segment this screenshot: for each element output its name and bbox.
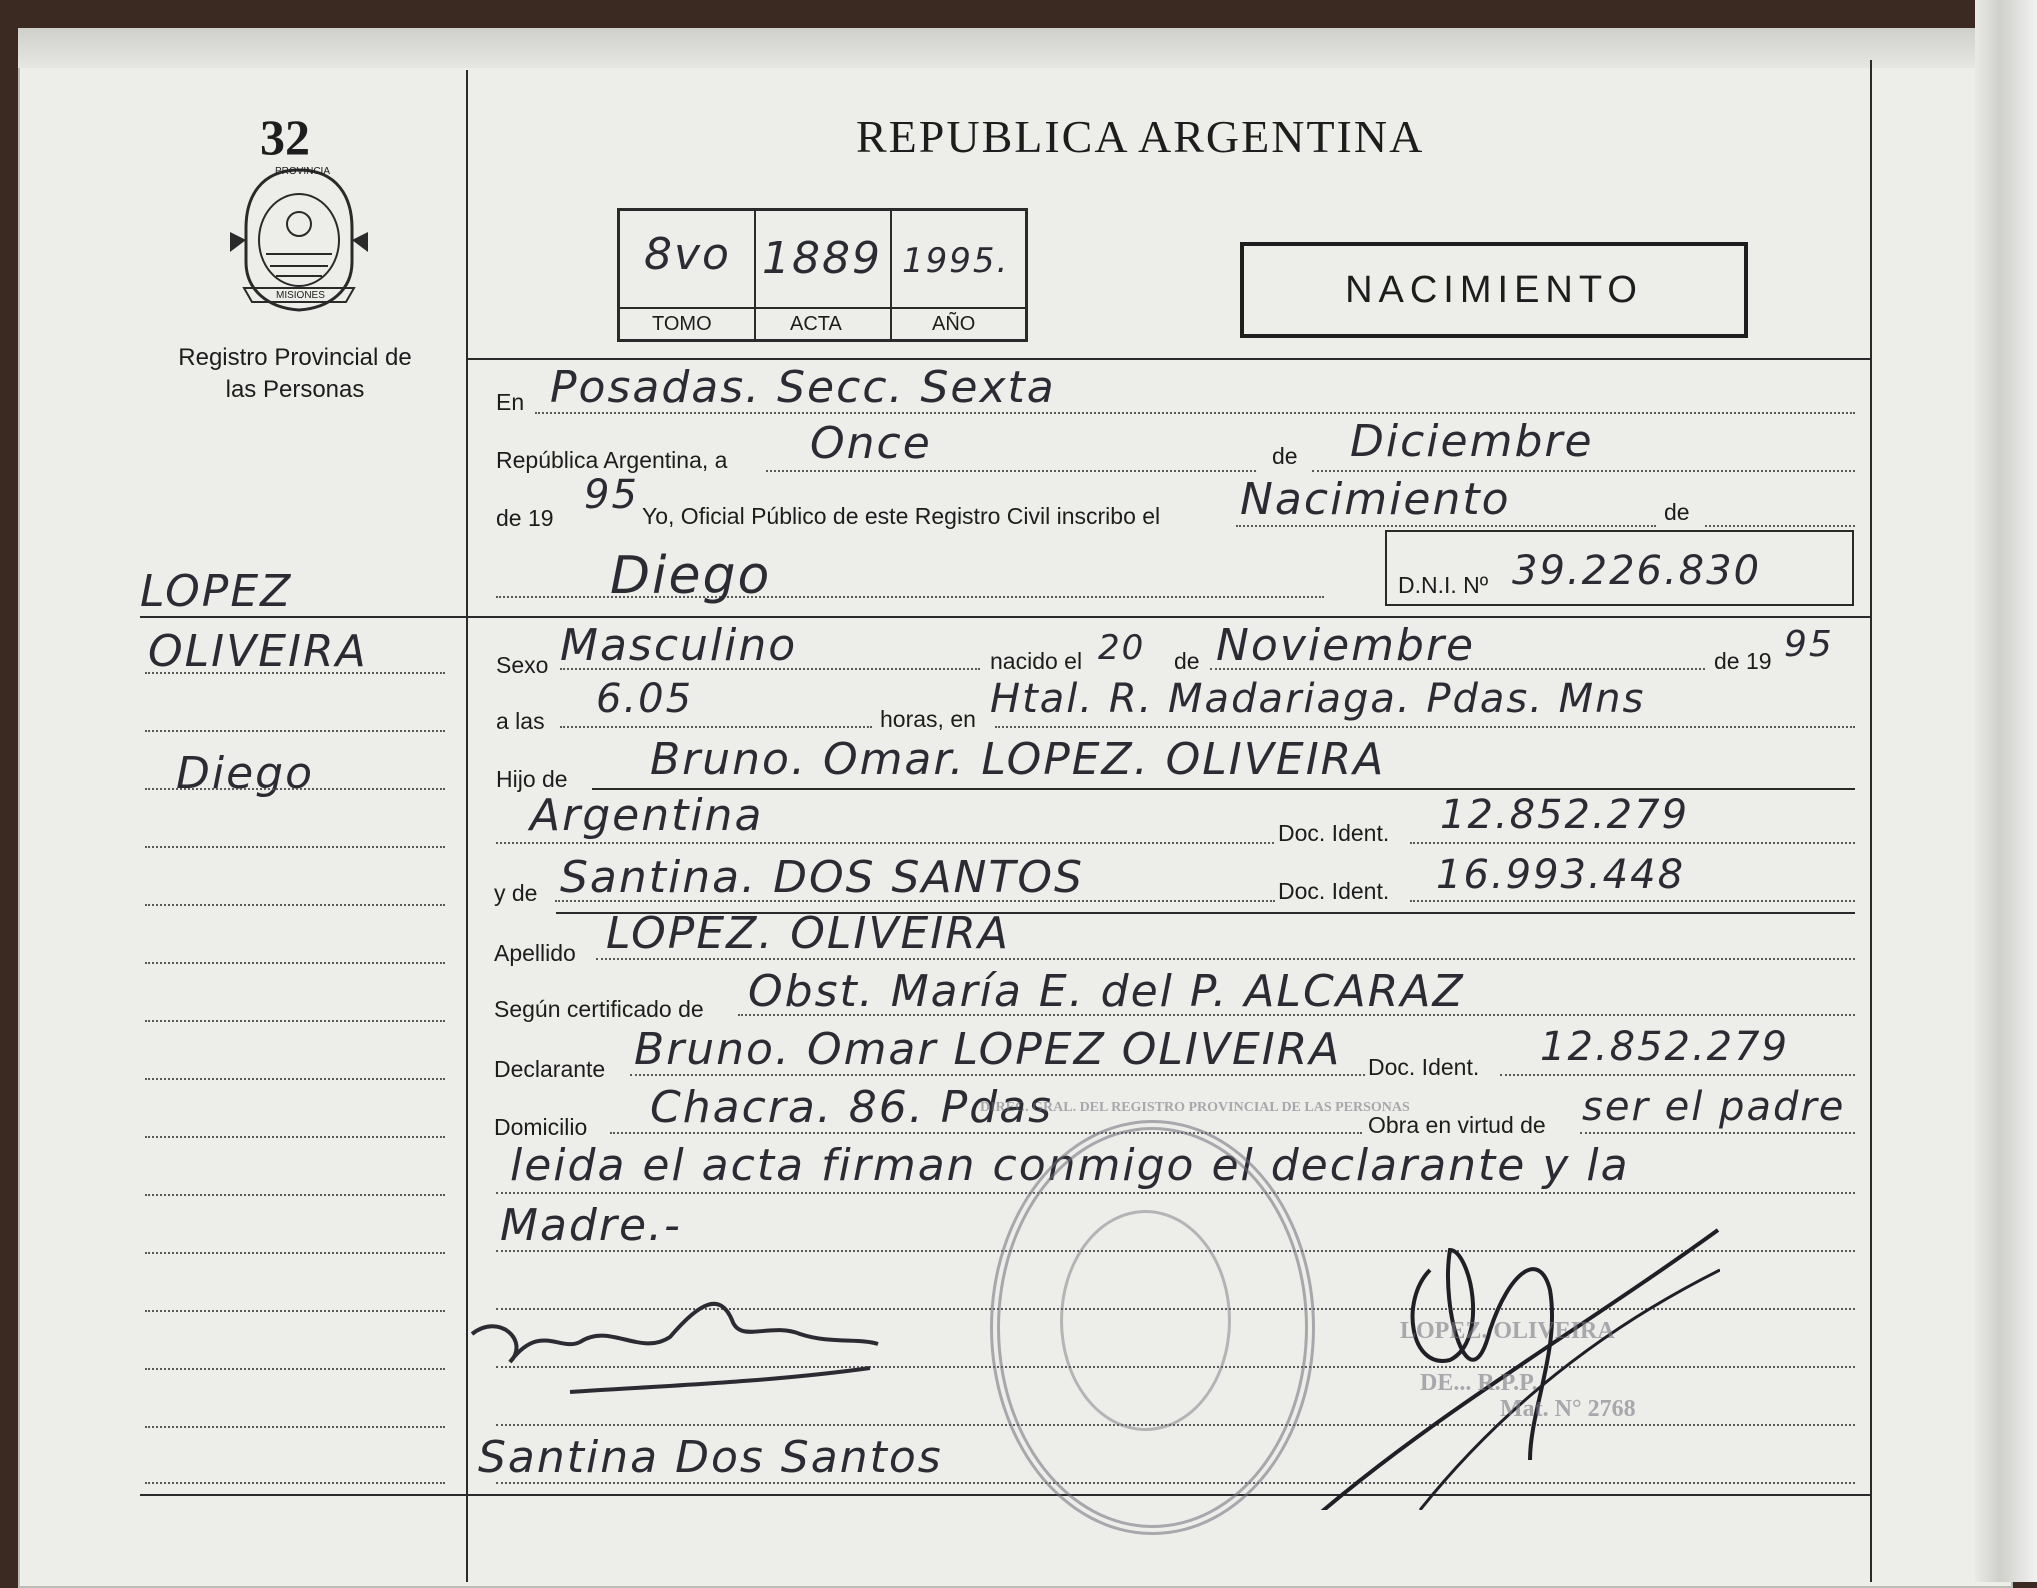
father-nationality: Argentina <box>530 790 764 841</box>
sexo-label: Sexo <box>496 652 549 678</box>
yde-label: y de <box>494 880 538 906</box>
republica-label: República Argentina, a <box>496 447 728 473</box>
declarante-label: Declarante <box>494 1056 606 1082</box>
en-value: Posadas. Secc. Sexta <box>550 362 1056 413</box>
dni-label: D.N.I. Nº <box>1398 572 1489 598</box>
margin-line <box>145 1310 445 1312</box>
official-signature <box>1300 1210 1720 1510</box>
year-value: 95 <box>584 472 639 518</box>
tomo-value: 8vo <box>644 229 731 280</box>
acto-value: Nacimiento <box>1240 474 1511 525</box>
domicilio-label: Domicilio <box>494 1114 588 1140</box>
apellido-label: Apellido <box>494 940 576 966</box>
segun-value: Obst. María E. del P. ALCARAZ <box>748 966 1465 1017</box>
obra-value: ser el padre <box>1582 1084 1846 1130</box>
margin-line <box>145 1020 445 1022</box>
acto-line <box>1236 525 1656 527</box>
apellido-value: LOPEZ. OLIVEIRA <box>606 908 1010 959</box>
record-type-label: NACIMIENTO <box>1240 242 1748 338</box>
margin-line <box>145 672 445 674</box>
margin-line <box>145 1252 445 1254</box>
de-line <box>1705 525 1855 527</box>
nacido-label: nacido el <box>990 648 1083 674</box>
domicilio-value: Chacra. 86. Pdas <box>650 1082 1054 1133</box>
docident-label-2: Doc. Ident. <box>1278 878 1390 904</box>
record-box-labels <box>620 307 1025 339</box>
margin-line <box>145 846 445 848</box>
mother-doc-line <box>1410 900 1855 902</box>
anio-value: 1995. <box>902 241 1010 281</box>
book-spine <box>1975 0 2037 1582</box>
acta-value: 1889 <box>762 233 882 284</box>
obra-label: Obra en virtud de <box>1368 1112 1546 1138</box>
place-line <box>995 726 1855 728</box>
birth-day: 20 <box>1098 628 1146 668</box>
day-line <box>766 470 1256 472</box>
oficial-label: Yo, Oficial Público de este Registro Civil inscribo el <box>642 503 1161 529</box>
page-top-edge <box>18 28 2008 68</box>
declarante-doc-line <box>1500 1074 1855 1076</box>
margin-line <box>145 1368 445 1370</box>
anio-label: AÑO <box>932 313 976 335</box>
month-value: Diciembre <box>1350 416 1594 467</box>
right-border <box>1870 60 1872 1582</box>
margin-line <box>145 730 445 732</box>
place-value: Htal. R. Madariaga. Pdas. Mns <box>990 676 1646 722</box>
margin-line <box>145 904 445 906</box>
de-label-3: de <box>1174 648 1200 674</box>
segun-label: Según certificado de <box>494 996 704 1022</box>
note-line-2-text: Madre.- <box>500 1200 682 1251</box>
tomo-label: TOMO <box>652 313 712 335</box>
hour-value: 6.05 <box>596 676 694 722</box>
obra-line <box>1580 1132 1855 1134</box>
note-line-1-text: leida el acta firman conmigo el declarante y la <box>510 1140 1630 1191</box>
father-doc-line <box>1410 842 1855 844</box>
month-line <box>1312 470 1855 472</box>
hour-line <box>560 726 872 728</box>
de-label-2: de <box>1664 499 1690 525</box>
header-divider <box>466 358 1872 360</box>
de-label: de <box>1272 443 1298 469</box>
section-divider <box>140 616 1872 618</box>
birth-year: 95 <box>1784 624 1834 665</box>
hijo-label: Hijo de <box>496 766 568 792</box>
father-doc: 12.852.279 <box>1440 792 1690 838</box>
declarant-signature <box>470 1282 880 1412</box>
official-stamp-line-1: LOPEZ. OLIVEIRA <box>1400 1318 1615 1344</box>
docident-label-3: Doc. Ident. <box>1368 1054 1480 1080</box>
father-nat-line <box>496 842 1274 844</box>
de19-label-2: de 19 <box>1714 648 1772 674</box>
official-stamp-line-2: DE... R.P.P. <box>1420 1370 1538 1396</box>
margin-line <box>145 962 445 964</box>
emblem-text-provincia: PROVINCIA <box>275 166 331 177</box>
de19-label: de 19 <box>496 505 554 531</box>
birth-month: Noviembre <box>1216 620 1476 671</box>
registry-name: Registro Provincial de las Personas <box>178 344 412 403</box>
father-value: Bruno. Omar. LOPEZ. OLIVEIRA <box>650 734 1386 785</box>
father-underline <box>592 788 1855 790</box>
mother-doc: 16.993.448 <box>1436 852 1686 898</box>
mother-value: Santina. DOS SANTOS <box>560 852 1084 903</box>
dni-value: 39.226.830 <box>1512 548 1762 594</box>
stamp-seal <box>1060 1210 1231 1431</box>
page-number: 32 <box>260 109 310 165</box>
document-title: REPUBLICA ARGENTINA <box>856 111 1425 162</box>
stamp-text: DIREC. GRAL. DEL REGISTRO PROVINCIAL DE LAS PERSONAS <box>980 1100 1410 1115</box>
margin-line <box>145 788 445 790</box>
horas-label: horas, en <box>880 706 976 732</box>
left-divider <box>466 70 468 1582</box>
margin-surname: LOPEZ <box>140 566 293 617</box>
alas-label: a las <box>496 708 545 734</box>
acta-label: ACTA <box>790 313 842 335</box>
margin-line <box>145 1078 445 1080</box>
margin-given-name: Diego <box>176 748 315 799</box>
margin-surname-2: OLIVEIRA <box>148 626 368 677</box>
official-stamp-line-3: Mat. N° 2768 <box>1500 1396 1636 1422</box>
docident-label: Doc. Ident. <box>1278 820 1390 846</box>
margin-line <box>145 1426 445 1428</box>
margin-line <box>145 1136 445 1138</box>
registry-stamp <box>990 1120 1315 1535</box>
mother-signature: Santina Dos Santos <box>478 1432 943 1483</box>
day-value: Once <box>810 418 932 469</box>
declarante-doc: 12.852.279 <box>1540 1024 1790 1070</box>
emblem-text-misiones: MISIONES <box>276 290 325 301</box>
record-box <box>617 208 1028 342</box>
name-value: Diego <box>610 546 772 606</box>
sexo-value: Masculino <box>560 620 798 671</box>
declarante-value: Bruno. Omar LOPEZ OLIVEIRA <box>634 1024 1342 1075</box>
en-label: En <box>496 389 525 415</box>
margin-line <box>145 1482 445 1484</box>
margin-line <box>145 1194 445 1196</box>
